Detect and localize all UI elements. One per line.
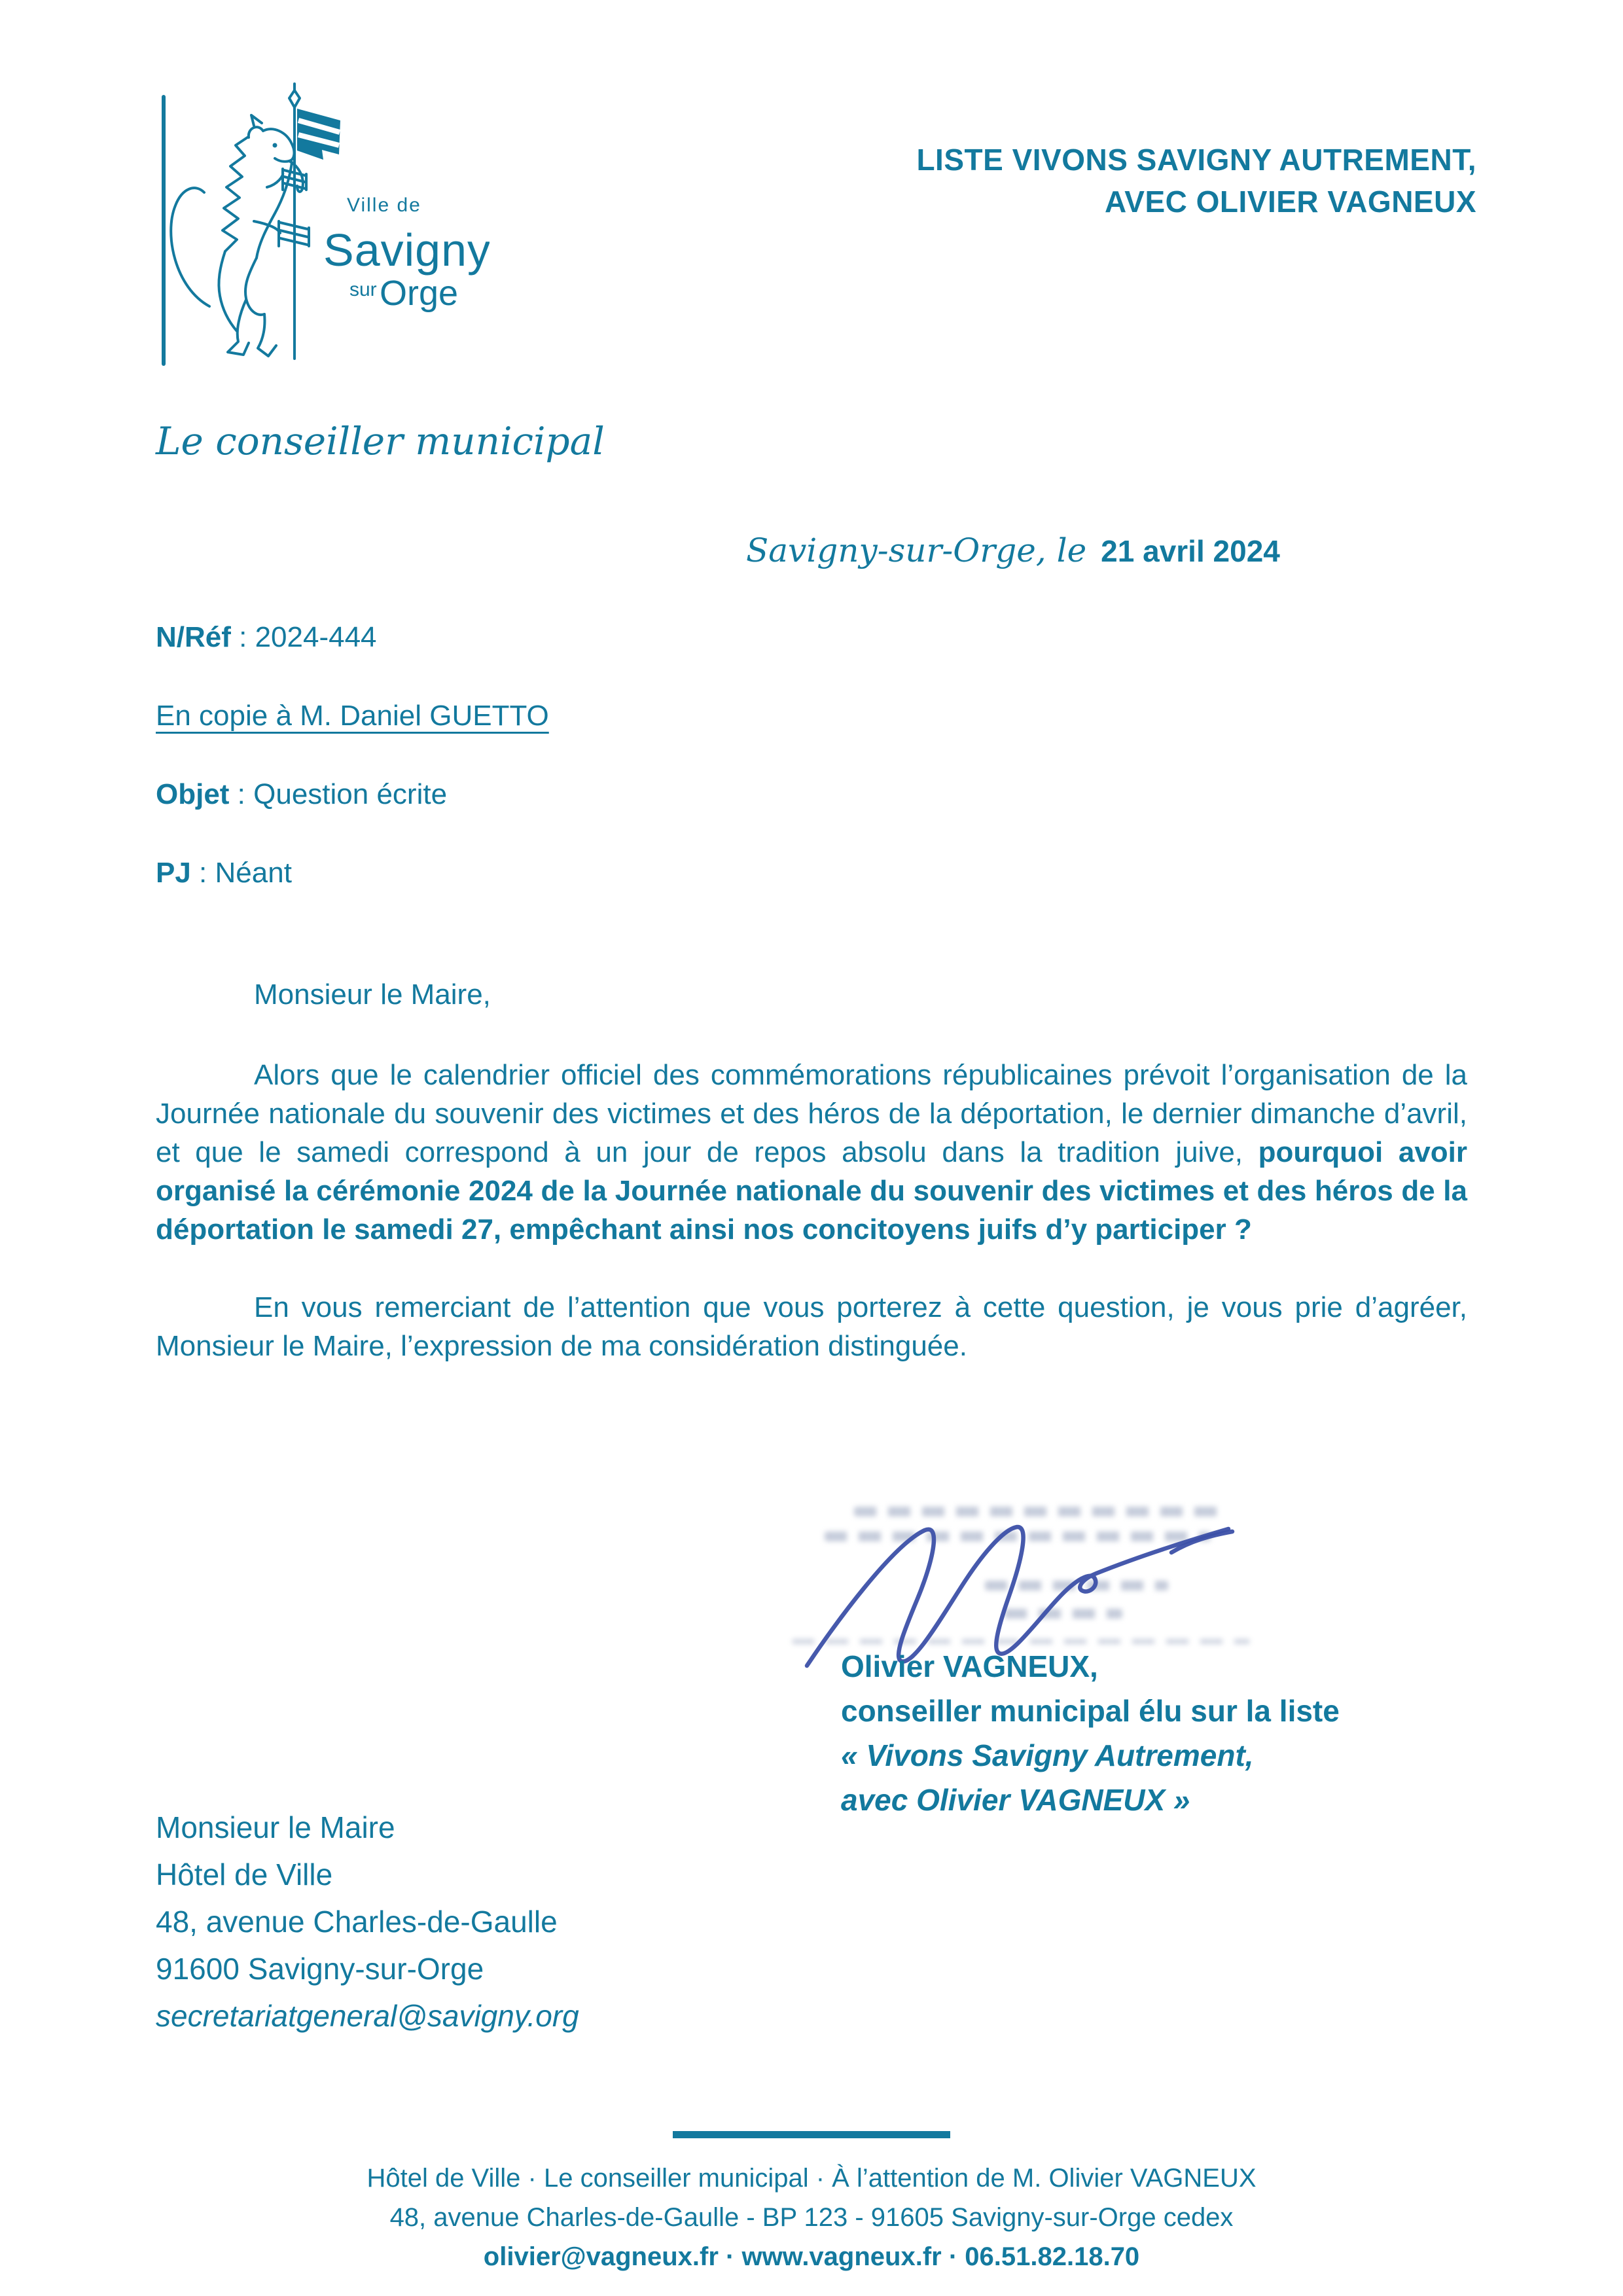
recipient-email: secretariatgeneral@savigny.org: [156, 1999, 579, 2033]
lion-flag-crest-icon: [149, 77, 490, 372]
body-paragraph-2: En vous remerciant de l’attention que vous porterez à cette question, je vous prie d’agréer, Monsieur le Maire, l’expression de ma considération distinguée.: [156, 1291, 1467, 1362]
paragraph1-text: Alors que le calendrier officiel des commémorations républicaines prévoit l’organisation de la Journée nationale du souvenir des victimes et des héros de la déportation, le dernier dimanche d’avril, et que le samedi correspond à un jour de repos absolu dans la tradition juive,: [156, 1059, 1467, 1168]
ref-value: : 2024-444: [230, 621, 377, 653]
subject-value: : Question écrite: [229, 778, 448, 810]
footer-address-line1: Hôtel de Ville · Le conseiller municipal · À l’attention de M. Olivier VAGNEUX: [366, 2164, 1257, 2193]
ref-label: N/Réf: [156, 621, 231, 653]
ref-number-row: [156, 620, 549, 655]
letter-body: [156, 975, 1467, 1405]
signature-name-block: [841, 1644, 1340, 1822]
attachments-value: : Néant: [190, 857, 292, 889]
logo-text-sur: sur: [349, 279, 377, 300]
recipient-street: 48, avenue Charles-de-Gaulle: [156, 1905, 558, 1939]
recipient-city: 91600 Savigny-sur-Orge: [156, 1952, 484, 1986]
savigny-city-logo: [149, 77, 490, 372]
signer-role: conseiller municipal élu sur la liste: [841, 1694, 1340, 1728]
attachments-label: PJ: [156, 857, 191, 889]
letter-date: 21 avril 2024: [1101, 534, 1280, 568]
signer-list-line2: avec Olivier VAGNEUX »: [841, 1783, 1190, 1817]
dateline: [746, 531, 1280, 569]
sender-title: Le conseiller municipal: [156, 419, 605, 463]
paragraph1-question-bold: pourquoi avoir organisé la cérémonie 2024 de la Journée nationale du souvenir des victimes et des héros de la déportation le samedi 27, empêchant ainsi nos concitoyens juifs d’y participer ?: [156, 1136, 1468, 1246]
signer-name: Olivier VAGNEUX,: [841, 1649, 1098, 1683]
list-name-line2: AVEC OLIVIER VAGNEUX: [1104, 185, 1476, 219]
logo-text-orge: Orge: [380, 274, 459, 313]
dateline-place: Savigny-sur-Orge, le: [746, 531, 1087, 569]
recipient-address-block: [156, 1804, 579, 2039]
subject-label: Objet: [156, 778, 230, 810]
footer-contact-line: olivier@vagneux.fr · www.vagneux.fr · 06.51.82.18.70: [483, 2242, 1140, 2271]
recipient-name: Monsieur le Maire: [156, 1810, 395, 1844]
footer-address-line2: 48, avenue Charles-de-Gaulle - BP 123 - 91605 Savigny-sur-Orge cedex: [389, 2203, 1234, 2232]
logo-text-ville-de: Ville de: [347, 194, 421, 216]
signer-list-line1: « Vivons Savigny Autrement,: [841, 1738, 1254, 1772]
attachments-row: [156, 856, 549, 890]
salutation: Monsieur le Maire,: [254, 978, 491, 1011]
list-name-header: [560, 139, 1476, 223]
recipient-building: Hôtel de Ville: [156, 1857, 333, 1892]
footer-separator-rule: [673, 2131, 950, 2138]
list-name-line1: LISTE VIVONS SAVIGNY AUTREMENT,: [916, 143, 1476, 177]
logo-text-savigny: Savigny: [323, 224, 490, 276]
footer: [0, 2159, 1623, 2276]
body-paragraph-1: [156, 1056, 1467, 1249]
copy-recipient-line: En copie à M. Daniel GUETTO: [156, 700, 549, 732]
reference-block: [156, 620, 549, 935]
subject-row: [156, 778, 549, 812]
